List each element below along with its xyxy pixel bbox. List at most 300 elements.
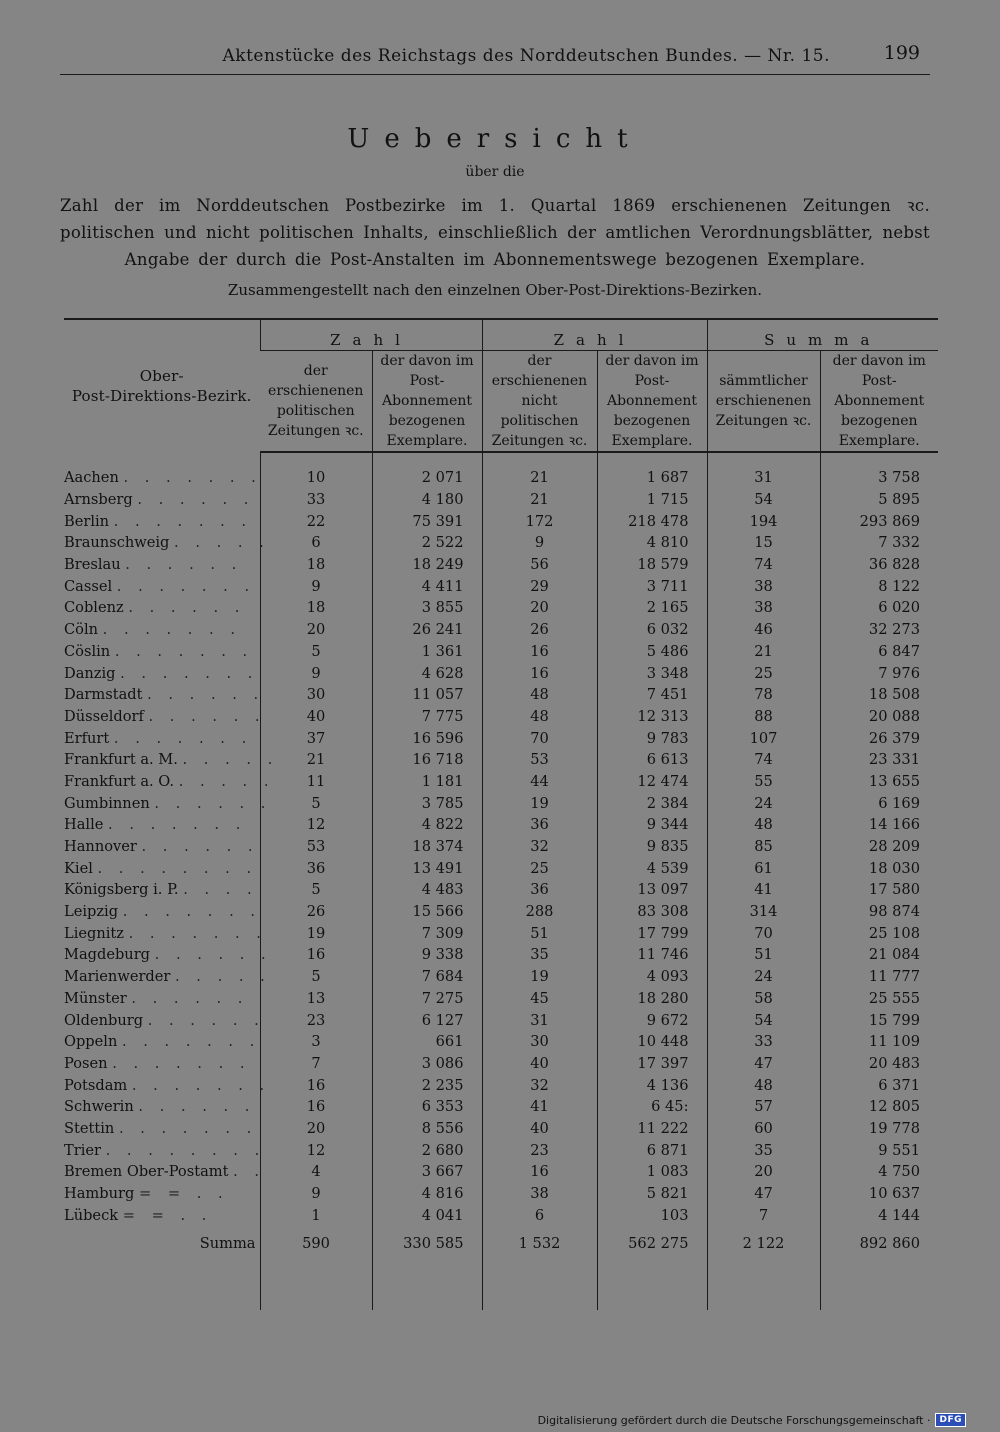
nonpolitical-count-cell: 6 (482, 1204, 597, 1226)
total-copies-cell: 11 777 (820, 966, 938, 988)
total-count-cell: 61 (707, 857, 820, 879)
title-description: Zahl der im Norddeutschen Postbezirke im 1. Quartal 1869 erschienenen Zeitungen ꝛc. politischen und nicht politischen Inhalts, einschließlich der amtlichen Verordnungsblätter, nebst Angabe der durch die Post-Anstalten im Abonnementswege bezogenen Exemplare. (60, 196, 930, 269)
total-copies-cell: 28 209 (820, 836, 938, 858)
total-count-cell: 107 (707, 727, 820, 749)
political-count-cell: 12 (260, 814, 372, 836)
total-copies-cell: 6 371 (820, 1074, 938, 1096)
table-row (64, 706, 938, 728)
table-row (64, 467, 938, 489)
total-copies-cell: 18 030 (820, 857, 938, 879)
nonpolitical-copies-cell: 5 821 (597, 1183, 707, 1205)
table-body (64, 452, 938, 1226)
district-cell (64, 597, 260, 619)
table-row (64, 966, 938, 988)
leader-dots: . . . . . . . . (97, 859, 258, 877)
district-name: Lübeck (64, 1206, 119, 1224)
political-count-cell: 16 (260, 1074, 372, 1096)
political-copies-cell: 4 411 (372, 575, 482, 597)
total-copies-cell: 3 758 (820, 467, 938, 489)
nonpolitical-copies-cell: 9 783 (597, 727, 707, 749)
district-cell (64, 857, 260, 879)
district-name: Marienwerder (64, 968, 171, 986)
district-cell (64, 706, 266, 728)
political-copies-cell: 7 775 (372, 706, 482, 728)
political-count-cell: 10 (260, 467, 372, 489)
total-count-cell: 85 (707, 836, 820, 858)
table-row (64, 1053, 938, 1075)
political-count-cell: 9 (260, 575, 372, 597)
nonpolitical-count-cell: 19 (482, 792, 597, 814)
table-row (64, 944, 938, 966)
leader-dots: . . . . . . . (128, 924, 267, 942)
total-count-cell: 38 (707, 575, 820, 597)
sum-nonpolitical-count: 1 532 (482, 1226, 597, 1260)
leader-dots: . . . . . . . (122, 1033, 261, 1051)
total-count-cell: 48 (707, 1074, 820, 1096)
nonpolitical-copies-cell: 4 093 (597, 966, 707, 988)
total-count-cell: 58 (707, 988, 820, 1010)
dfg-logo: DFG (935, 1413, 966, 1427)
political-count-cell: 13 (260, 988, 372, 1010)
political-copies-cell: 4 180 (372, 489, 482, 511)
district-cell (64, 467, 260, 489)
district-name: Cöln (64, 621, 99, 639)
nonpolitical-copies-cell: 6 871 (597, 1139, 707, 1161)
total-count-cell: 88 (707, 706, 820, 728)
table-row (64, 727, 938, 749)
leader-dots: . . . . . . . (123, 469, 262, 487)
district-name: Düsseldorf (64, 707, 144, 725)
total-copies-cell: 4 144 (820, 1204, 938, 1226)
table-row (64, 857, 938, 879)
table-row (64, 510, 938, 532)
district-cell (64, 814, 260, 836)
political-copies-cell: 2 522 (372, 532, 482, 554)
total-count-cell: 31 (707, 467, 820, 489)
leader-dots: . . . . . . . (131, 1076, 271, 1094)
political-copies-cell: 3 785 (372, 792, 482, 814)
total-count-cell: 51 (707, 944, 820, 966)
table-row (64, 662, 938, 684)
leader-dots: . . . . . (178, 772, 275, 790)
district-cell (64, 749, 279, 771)
document-title: Uebersicht (347, 124, 643, 154)
nonpolitical-copies-cell: 218 478 (597, 510, 707, 532)
nonpolitical-copies-cell: 9 344 (597, 814, 707, 836)
political-count-cell: 20 (260, 1118, 372, 1140)
nonpolitical-copies-cell: 1 687 (597, 467, 707, 489)
total-copies-cell: 6 847 (820, 641, 938, 663)
leader-dots: . . . . . (182, 751, 279, 769)
nonpolitical-copies-cell: 4 539 (597, 857, 707, 879)
table-row (64, 619, 938, 641)
political-copies-cell: 4 483 (372, 879, 482, 901)
total-copies-cell: 14 166 (820, 814, 938, 836)
district-cell (64, 1118, 260, 1140)
leader-dots: . . (233, 1163, 266, 1181)
political-copies-cell: 15 566 (372, 901, 482, 923)
district-name: Kiel (64, 859, 93, 877)
total-count-cell: 60 (707, 1118, 820, 1140)
nonpolitical-count-cell: 44 (482, 771, 597, 793)
political-count-cell: 16 (260, 1096, 372, 1118)
district-cell (64, 1204, 260, 1226)
nonpolitical-copies-cell: 11 746 (597, 944, 707, 966)
nonpolitical-copies-cell: 3 711 (597, 575, 707, 597)
total-copies-cell: 23 331 (820, 749, 938, 771)
nonpolitical-count-cell: 23 (482, 1139, 597, 1161)
political-count-cell: 1 (260, 1204, 372, 1226)
nonpolitical-copies-cell: 3 348 (597, 662, 707, 684)
nonpolitical-count-cell: 32 (482, 836, 597, 858)
political-count-cell: 3 (260, 1031, 372, 1053)
total-count-cell: 20 (707, 1161, 820, 1183)
total-copies-cell: 20 483 (820, 1053, 938, 1075)
district-cell (64, 727, 260, 749)
district-cell (64, 1031, 260, 1053)
table-row (64, 1204, 938, 1226)
total-copies-cell: 18 508 (820, 684, 938, 706)
leader-dots: . . . . . . (137, 491, 255, 509)
group-header-summa: Summa (707, 320, 938, 351)
political-copies-cell: 7 309 (372, 922, 482, 944)
leader-dots: = = . . (122, 1206, 213, 1224)
district-name: Liegnitz (64, 924, 124, 942)
sum-total-copies: 892 860 (820, 1226, 938, 1260)
total-copies-cell: 5 895 (820, 489, 938, 511)
nonpolitical-copies-cell: 2 165 (597, 597, 707, 619)
district-name: Coblenz (64, 599, 124, 617)
district-cell (64, 662, 260, 684)
nonpolitical-copies-cell: 103 (597, 1204, 707, 1226)
political-count-cell: 9 (260, 662, 372, 684)
nonpolitical-count-cell: 45 (482, 988, 597, 1010)
district-name: Gumbinnen (64, 794, 150, 812)
political-copies-cell: 1 181 (372, 771, 482, 793)
nonpolitical-copies-cell: 4 136 (597, 1074, 707, 1096)
nonpolitical-copies-cell: 18 579 (597, 554, 707, 576)
district-cell (64, 532, 270, 554)
leader-dots: . . . . . . . (112, 1054, 251, 1072)
leader-dots: . . . . . . (125, 556, 243, 574)
political-count-cell: 30 (260, 684, 372, 706)
political-count-cell: 40 (260, 706, 372, 728)
political-copies-cell: 26 241 (372, 619, 482, 641)
col-header-nonpolitical-count: der erschienenen nicht politischen Zeitungen ꝛc. (482, 351, 597, 453)
title-block (60, 124, 930, 299)
leader-dots: = = . . (138, 1185, 229, 1203)
political-count-cell: 23 (260, 1009, 372, 1031)
nonpolitical-count-cell: 16 (482, 641, 597, 663)
col-header-total-count: sämmtlicher erschienenen Zeitungen ꝛc. (707, 351, 820, 453)
table-row (64, 1031, 938, 1053)
political-copies-cell: 7 684 (372, 966, 482, 988)
table-row (64, 1074, 938, 1096)
nonpolitical-count-cell: 288 (482, 901, 597, 923)
leader-dots: . . . . . . . (113, 729, 253, 747)
nonpolitical-count-cell: 36 (482, 814, 597, 836)
political-count-cell: 22 (260, 510, 372, 532)
table-row (64, 771, 938, 793)
district-cell (64, 792, 272, 814)
nonpolitical-count-cell: 48 (482, 684, 597, 706)
nonpolitical-copies-cell: 2 384 (597, 792, 707, 814)
nonpolitical-count-cell: 56 (482, 554, 597, 576)
table-row (64, 597, 938, 619)
page-number: 199 (883, 42, 920, 64)
district-name: Berlin (64, 512, 110, 530)
total-count-cell: 24 (707, 792, 820, 814)
nonpolitical-copies-cell: 9 672 (597, 1009, 707, 1031)
district-name: Leipzig (64, 903, 119, 921)
nonpolitical-copies-cell: 9 835 (597, 836, 707, 858)
total-count-cell: 46 (707, 619, 820, 641)
table-row (64, 1096, 938, 1118)
political-count-cell: 18 (260, 597, 372, 619)
district-name: Münster (64, 989, 127, 1007)
leader-dots: . . . . . . (138, 1098, 256, 1116)
table-subtitle: Zusammengestellt nach den einzelnen Ober-Post-Direktions-Bezirken. (227, 281, 763, 299)
political-count-cell: 16 (260, 944, 372, 966)
col-header-political-copies: der davon im Post-Abonnement bezogenen Exemplare. (372, 351, 482, 453)
political-copies-cell: 11 057 (372, 684, 482, 706)
nonpolitical-count-cell: 70 (482, 727, 597, 749)
district-cell (64, 836, 260, 858)
nonpolitical-count-cell: 29 (482, 575, 597, 597)
district-name: Oldenburg (64, 1011, 144, 1029)
district-name: Arnsberg (64, 491, 133, 509)
leader-dots: . . . . . . (154, 794, 272, 812)
district-name: Darmstadt (64, 686, 143, 704)
district-name: Frankfurt a. M. (64, 751, 178, 769)
nonpolitical-copies-cell: 11 222 (597, 1118, 707, 1140)
political-count-cell: 20 (260, 619, 372, 641)
table-row (64, 1161, 938, 1183)
total-count-cell: 47 (707, 1053, 820, 1075)
sum-political-count: 590 (260, 1226, 372, 1260)
district-cell (64, 1139, 266, 1161)
district-cell (64, 1183, 260, 1205)
leader-dots: . . . . . . (128, 599, 246, 617)
political-copies-cell: 2 235 (372, 1074, 482, 1096)
political-copies-cell: 9 338 (372, 944, 482, 966)
nonpolitical-count-cell: 19 (482, 966, 597, 988)
total-count-cell: 25 (707, 662, 820, 684)
nonpolitical-count-cell: 40 (482, 1118, 597, 1140)
district-name: Halle (64, 816, 104, 834)
leader-dots: . . . . . . (131, 989, 249, 1007)
nonpolitical-copies-cell: 7 451 (597, 684, 707, 706)
leader-dots: . . . . . . . (116, 577, 256, 595)
district-name: Königsberg i. P. (64, 881, 179, 899)
nonpolitical-copies-cell: 13 097 (597, 879, 707, 901)
total-copies-cell: 25 108 (820, 922, 938, 944)
total-count-cell: 74 (707, 554, 820, 576)
table-row (64, 922, 938, 944)
total-count-cell: 55 (707, 771, 820, 793)
total-count-cell: 78 (707, 684, 820, 706)
table-row (64, 532, 938, 554)
total-count-cell: 194 (707, 510, 820, 532)
district-cell (64, 641, 260, 663)
total-copies-cell: 36 828 (820, 554, 938, 576)
political-count-cell: 6 (260, 532, 372, 554)
digitization-footer (538, 1413, 966, 1427)
leader-dots: . . . . . . . (108, 816, 247, 834)
nonpolitical-count-cell: 26 (482, 619, 597, 641)
political-copies-cell: 18 249 (372, 554, 482, 576)
table-row (64, 836, 938, 858)
total-count-cell: 47 (707, 1183, 820, 1205)
nonpolitical-count-cell: 40 (482, 1053, 597, 1075)
leader-dots: . . . . (183, 881, 258, 899)
table-row (64, 641, 938, 663)
political-copies-cell: 75 391 (372, 510, 482, 532)
sum-political-copies: 330 585 (372, 1226, 482, 1260)
political-count-cell: 26 (260, 901, 372, 923)
table-row (64, 792, 938, 814)
nonpolitical-count-cell: 53 (482, 749, 597, 771)
district-name: Cöslin (64, 642, 111, 660)
political-count-cell: 4 (260, 1161, 372, 1183)
table-row (64, 1183, 938, 1205)
district-column-header (64, 320, 260, 452)
total-copies-cell: 6 020 (820, 597, 938, 619)
political-count-cell: 33 (260, 489, 372, 511)
table-row (64, 1139, 938, 1161)
nonpolitical-copies-cell: 6 032 (597, 619, 707, 641)
political-count-cell: 37 (260, 727, 372, 749)
nonpolitical-copies-cell: 17 397 (597, 1053, 707, 1075)
political-count-cell: 12 (260, 1139, 372, 1161)
political-copies-cell: 4 041 (372, 1204, 482, 1226)
leader-dots: . . . . . . (141, 838, 259, 856)
total-copies-cell: 6 169 (820, 792, 938, 814)
total-copies-cell: 26 379 (820, 727, 938, 749)
nonpolitical-copies-cell: 10 448 (597, 1031, 707, 1053)
district-cell (64, 879, 260, 901)
total-copies-cell: 12 805 (820, 1096, 938, 1118)
leader-dots: . . . . . (174, 534, 270, 552)
leader-dots: . . . . . . (147, 686, 265, 704)
leader-dots: . . . . . . (147, 1011, 265, 1029)
political-count-cell: 5 (260, 641, 372, 663)
nonpolitical-count-cell: 172 (482, 510, 597, 532)
total-count-cell: 7 (707, 1204, 820, 1226)
nonpolitical-copies-cell: 17 799 (597, 922, 707, 944)
district-name: Cassel (64, 577, 113, 595)
nonpolitical-copies-cell: 12 313 (597, 706, 707, 728)
nonpolitical-copies-cell: 1 715 (597, 489, 707, 511)
total-count-cell: 48 (707, 814, 820, 836)
district-name: Hannover (64, 838, 137, 856)
political-copies-cell: 2 071 (372, 467, 482, 489)
page-header (60, 40, 930, 75)
district-cell (64, 966, 271, 988)
district-cell (64, 619, 260, 641)
leader-dots: . . . . . (175, 968, 271, 986)
total-copies-cell: 10 637 (820, 1183, 938, 1205)
leader-dots: . . . . . . . (113, 512, 253, 530)
table-row (64, 901, 938, 923)
table-row (64, 1118, 938, 1140)
total-count-cell: 38 (707, 597, 820, 619)
table-row (64, 575, 938, 597)
nonpolitical-count-cell: 21 (482, 489, 597, 511)
nonpolitical-count-cell: 51 (482, 922, 597, 944)
political-copies-cell: 2 680 (372, 1139, 482, 1161)
district-cell (64, 510, 260, 532)
district-name: Hamburg (64, 1185, 135, 1203)
political-copies-cell: 16 596 (372, 727, 482, 749)
total-copies-cell: 32 273 (820, 619, 938, 641)
nonpolitical-count-cell: 20 (482, 597, 597, 619)
total-copies-cell: 4 750 (820, 1161, 938, 1183)
total-count-cell: 24 (707, 966, 820, 988)
nonpolitical-count-cell: 41 (482, 1096, 597, 1118)
political-copies-cell: 3 086 (372, 1053, 482, 1075)
political-count-cell: 7 (260, 1053, 372, 1075)
total-count-cell: 74 (707, 749, 820, 771)
nonpolitical-copies-cell: 12 474 (597, 771, 707, 793)
sum-label: Summa (199, 1234, 256, 1252)
district-name: Trier (64, 1141, 101, 1159)
political-count-cell: 5 (260, 879, 372, 901)
total-copies-cell: 9 551 (820, 1139, 938, 1161)
district-cell (64, 944, 272, 966)
political-copies-cell: 3 667 (372, 1161, 482, 1183)
political-copies-cell: 6 353 (372, 1096, 482, 1118)
political-count-cell: 18 (260, 554, 372, 576)
nonpolitical-copies-cell: 1 083 (597, 1161, 707, 1183)
nonpolitical-copies-cell: 83 308 (597, 901, 707, 923)
district-cell (64, 901, 260, 923)
nonpolitical-count-cell: 38 (482, 1183, 597, 1205)
political-copies-cell: 4 816 (372, 1183, 482, 1205)
nonpolitical-count-cell: 48 (482, 706, 597, 728)
leader-dots: . . . . . . . (102, 621, 241, 639)
leader-dots: . . . . . . (154, 946, 272, 964)
sum-row (64, 1226, 938, 1260)
district-cell (64, 554, 260, 576)
district-name: Stettin (64, 1119, 115, 1137)
district-cell (64, 489, 260, 511)
district-name: Aachen (64, 469, 119, 487)
district-name: Frankfurt a. O. (64, 772, 175, 790)
group-header-nonpolitical: Zahl (482, 320, 707, 351)
total-copies-cell: 293 869 (820, 510, 938, 532)
district-name: Braunschweig (64, 534, 170, 552)
col-header-nonpolitical-copies: der davon im Post-Abonnement bezogenen Exemplare. (597, 351, 707, 453)
table-row (64, 554, 938, 576)
district-cell (64, 684, 265, 706)
total-count-cell: 21 (707, 641, 820, 663)
district-header-label: Ober- Post-Direktions-Bezirk. (71, 367, 252, 405)
district-name: Erfurt (64, 729, 110, 747)
total-copies-cell: 7 976 (820, 662, 938, 684)
total-copies-cell: 19 778 (820, 1118, 938, 1140)
leader-dots: . . . . . . . (122, 903, 261, 921)
total-copies-cell: 11 109 (820, 1031, 938, 1053)
nonpolitical-count-cell: 25 (482, 857, 597, 879)
political-copies-cell: 13 491 (372, 857, 482, 879)
political-count-cell: 53 (260, 836, 372, 858)
district-cell (64, 922, 267, 944)
political-copies-cell: 4 628 (372, 662, 482, 684)
leader-dots: . . . . . . (148, 707, 266, 725)
political-count-cell: 11 (260, 771, 372, 793)
statistics-table (64, 318, 938, 1310)
